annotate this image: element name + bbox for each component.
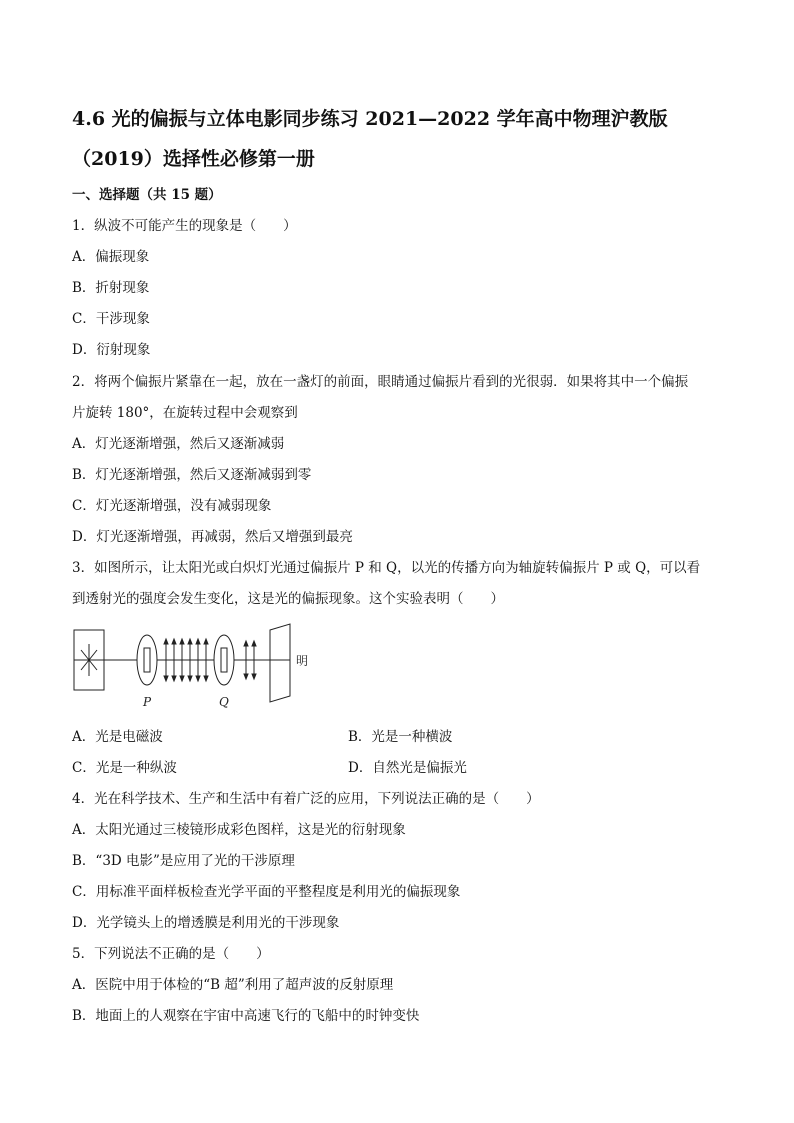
question-4-stem: 4．光在科学技术、生产和生活中有着广泛的应用，下列说法正确的是（ ） xyxy=(72,791,540,807)
question-1-option-b: B．折射现象 xyxy=(72,280,150,296)
question-2-option-a: A．灯光逐渐增强，然后又逐渐减弱 xyxy=(72,436,285,452)
polarizer-q xyxy=(214,635,234,685)
question-2-stem-line-2: 片旋转 180°，在旋转过程中会观察到 xyxy=(72,405,298,421)
question-1-option-c: C．干涉现象 xyxy=(72,311,150,327)
question-1-option-d: D．衍射现象 xyxy=(72,342,151,358)
question-2-option-b: B．灯光逐渐增强，然后又逐渐减弱到零 xyxy=(72,467,312,483)
question-3-stem-line-1: 3．如图所示，让太阳光或白炽灯光通过偏振片 P 和 Q，以光的传播方向为轴旋转偏振片 P 或 Q，可以看 xyxy=(72,560,701,576)
question-2-stem-line-1: 2．将两个偏振片紧靠在一起，放在一盏灯的前面，眼睛通过偏振片看到的光很弱．如果将其中一个偏振 xyxy=(72,374,689,390)
page-title-line-2: （2019）选择性必修第一册 xyxy=(72,148,315,170)
section-heading: 一、选择题（共 15 题） xyxy=(72,187,222,203)
question-4-option-d: D．光学镜头上的增透膜是利用光的干涉现象 xyxy=(72,915,340,931)
polarizer-p xyxy=(137,635,157,685)
observation-screen xyxy=(270,624,290,702)
question-3-stem-line-2: 到透射光的强度会发生变化，这是光的偏振现象。这个实验表明（ ） xyxy=(72,591,504,607)
page-title-line-1: 4.6 光的偏振与立体电影同步练习 2021—2022 学年高中物理沪教版 xyxy=(72,108,668,130)
question-3-option-c: C．光是一种纵波 xyxy=(72,760,177,776)
question-5-option-a: A．医院中用于体检的“B 超”利用了超声波的反射原理 xyxy=(72,977,394,993)
question-3-option-a: A．光是电磁波 xyxy=(72,729,163,745)
question-1-stem: 1．纵波不可能产生的现象是（ ） xyxy=(72,218,297,234)
question-4-option-a: A．太阳光通过三棱镜形成彩色图样，这是光的衍射现象 xyxy=(72,822,406,838)
question-5-stem: 5．下列说法不正确的是（ ） xyxy=(72,946,270,962)
polarizer-p-label: P xyxy=(143,695,152,709)
question-3-option-d: D．自然光是偏振光 xyxy=(348,760,467,776)
question-3-option-b: B．光是一种横波 xyxy=(348,729,453,745)
question-4-option-c: C．用标准平面样板检查光学平面的平整程度是利用光的偏振现象 xyxy=(72,884,461,900)
question-2-option-d: D．灯光逐渐增强，再减弱，然后又增强到最亮 xyxy=(72,529,353,545)
polarization-diagram xyxy=(72,622,332,717)
question-4-option-b: B．“3D 电影”是应用了光的干涉原理 xyxy=(72,853,295,869)
question-1-option-a: A．偏振现象 xyxy=(72,249,150,265)
polarization-experiment-figure xyxy=(72,622,332,717)
question-2-option-c: C．灯光逐渐增强，没有减弱现象 xyxy=(72,498,272,514)
polarizer-q-label: Q xyxy=(219,695,229,709)
screen-label: 明 xyxy=(296,654,309,668)
question-5-option-b: B．地面上的人观察在宇宙中高速飞行的飞船中的时钟变快 xyxy=(72,1008,420,1024)
